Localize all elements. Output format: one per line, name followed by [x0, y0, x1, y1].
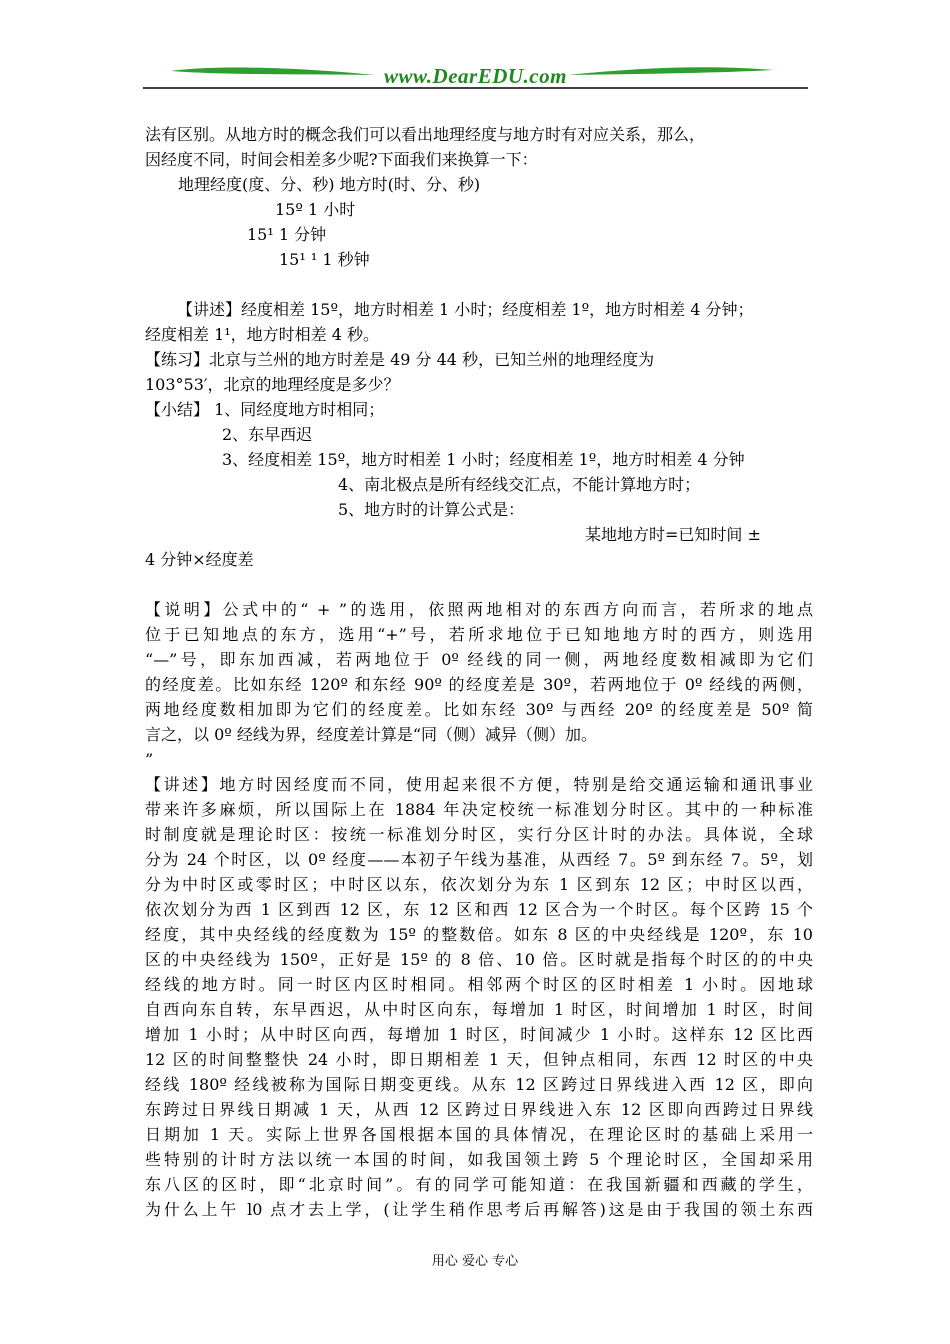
- lecture-line: 时制度就是理论时区：按统一标准划分时区，实行分区计时的办法。具体说，全球: [145, 825, 813, 844]
- conversion-row-minute: 15¹ 1 分钟: [247, 225, 327, 244]
- summary-item: 3、经度相差 15º，地方时相差 1 小时；经度相差 1º，地方时相差 4 分钟: [222, 450, 745, 469]
- formula-line: 某地地方时=已知时间 ±: [585, 525, 761, 544]
- lecture-line: 东八区的区时，即“北京时间”。有的同学可能知道：在我国新疆和西藏的学生，: [145, 1175, 813, 1194]
- lecture-line: 带来许多麻烦，所以国际上在 1884 年决定校统一标准划分时区。其中的一种标准: [145, 800, 813, 819]
- lecture-line: 些特别的计时方法以统一本国的时间，如我国领土跨 5 个理论时区，全国却采用: [145, 1150, 813, 1169]
- conversion-row-second: 15¹ ¹ 1 秒钟: [279, 250, 370, 269]
- formula-line: 4 分钟×经度差: [145, 550, 254, 569]
- lecture-line: 经线 180º 经线被称为国际日期变更线。从东 12 区跨过日界线进入西 12 区，即向: [145, 1075, 813, 1094]
- lecture-line: 自西向东自转，东早西迟，从中时区向东，每增加 1 时区，时间增加 1 时区，时间: [145, 1000, 813, 1019]
- lecture-note: 【讲述】经度相差 15º，地方时相差 1 小时；经度相差 1º，地方时相差 4 分钟；: [177, 300, 754, 319]
- lecture-line: 日期加 1 天。实际上世界各国根据本国的具体情况，在理论区时的基础上采用一: [145, 1125, 813, 1144]
- summary-item: 2、东早西迟: [222, 425, 313, 444]
- exercise-line: 【练习】北京与兰州的地方时差是 49 分 44 秒，已知兰州的地理经度为: [145, 350, 655, 369]
- page-footer: 用心 爱心 专心: [431, 1254, 519, 1269]
- site-logo-text[interactable]: www.DearEDU.com: [384, 64, 567, 88]
- explain-line: 位于已知地点的东方，选用“+”号，若所求地位于已知地地方时的西方，则选用: [145, 625, 813, 644]
- explain-line: “—”号，即东加西减，若两地位于 0º 经线的同一侧，两地经度数相减即为它们: [145, 650, 813, 669]
- lecture-line: 东跨过日界线日期减 1 天，从西 12 区跨过日界线进入东 12 区即向西跨过日界线: [145, 1100, 813, 1119]
- text-line: 经度相差 1¹，地方时相差 4 秒。: [145, 325, 380, 344]
- conversion-row-degree: 15º 1 小时: [275, 200, 356, 219]
- summary-heading: 【小结】 1、同经度地方时相同；: [145, 400, 385, 419]
- lecture-line: 依次划分为西 1 区到西 12 区，东 12 区和西 12 区合为一个时区。每个区跨 15 个: [145, 900, 813, 919]
- lecture-line: 增加 1 小时；从中时区向西，每增加 1 时区，时间减少 1 小时。这样东 12 区比西: [145, 1025, 813, 1044]
- text-line: 103°53′，北京的地理经度是多少？: [145, 375, 400, 394]
- lecture-line: 分为中时区或零时区；中时区以东，依次划分为东 1 区到东 12 区；中时区以西，: [145, 875, 813, 894]
- lecture-line: 经度，其中央经线的经度数为 15º 的整数倍。如东 8 区的中央经线是 120º，东 10: [145, 925, 813, 944]
- lecture-line: 经线的地方时。同一时区内区时相同。相邻两个时区的区时相差 1 小时。因地球: [145, 975, 813, 994]
- document-body: [145, 122, 813, 1222]
- explain-line: 言之，以 0º 经线为界，经度差计算是“同（侧）减异（侧）加。: [145, 725, 598, 744]
- explain-line: 的经度差。比如东经 120º 和东经 90º 的经度差是 30º，若两地位于 0º 经线的两侧，: [145, 675, 813, 694]
- lecture-line: 12 区的时间整整快 24 小时，即日期相差 1 天，但钟点相同，东西 12 时区的中央: [145, 1050, 813, 1069]
- conversion-table-header: 地理经度(度、分、秒) 地方时(时、分、秒): [178, 175, 481, 194]
- text-line: 因经度不同，时间会相差多少呢?下面我们来换算一下：: [145, 150, 538, 169]
- lecture-line: 为什么上午 l0 点才去上学，(让学生稍作思考后再解答)这是由于我国的领土东西: [145, 1200, 813, 1219]
- text-line: 法有区别。从地方时的概念我们可以看出地理经度与地方时有对应关系，那么，: [145, 125, 706, 144]
- summary-item: 5、地方时的计算公式是：: [338, 500, 525, 519]
- lecture-line: 区的中央经线为 150º，正好是 15º 的 8 倍、10 倍。区时就是指每个时区的的中央: [145, 950, 813, 969]
- summary-item: 4、南北极点是所有经线交汇点，不能计算地方时；: [338, 475, 701, 494]
- lecture-line: 【讲述】地方时因经度而不同，使用起来很不方便，特别是给交通运输和通讯事业: [145, 775, 813, 794]
- site-header: [143, 62, 808, 94]
- explain-line: ”: [145, 750, 154, 769]
- explain-line: 两地经度数相加即为它们的经度差。比如东经 30º 与西经 20º 的经度差是 50º 简: [145, 700, 813, 719]
- explain-line: 【说明】公式中的“ + ”的选用，依照两地相对的东西方向而言，若所求的地点: [145, 600, 813, 619]
- lecture-line: 分为 24 个时区，以 0º 经度——本初子午线为基准，从西经 7。5º 到东经 7。5º，划: [145, 850, 813, 869]
